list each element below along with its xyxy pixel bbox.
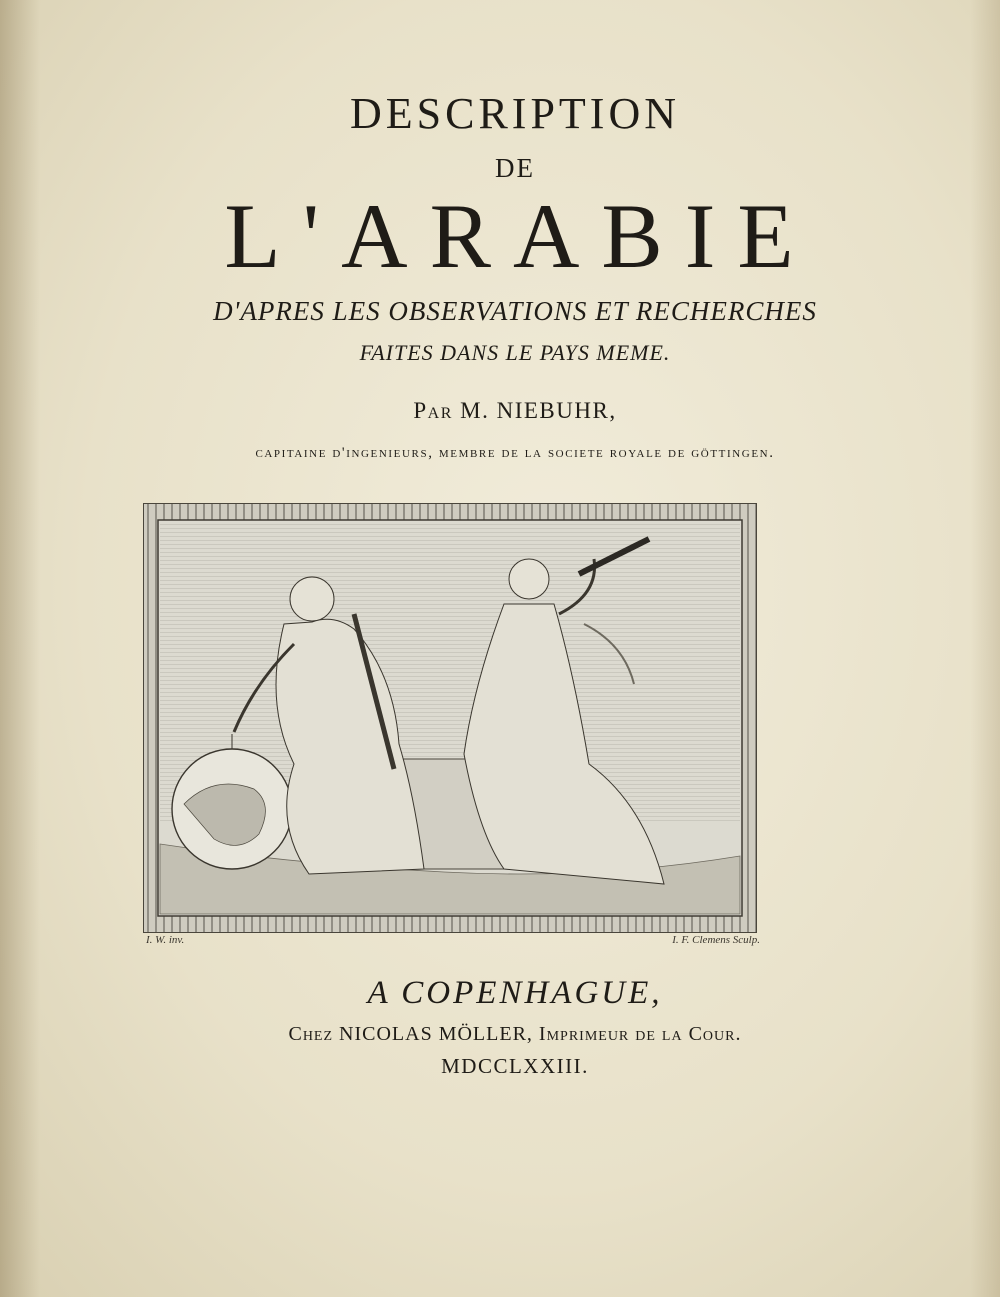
subtitle-line-1: D'APRES LES OBSERVATIONS ET RECHERCHES <box>213 296 817 326</box>
imprint-city: A COPENHAGUE, <box>367 975 663 1011</box>
imprint-year: MDCCLXXIII. <box>441 1054 589 1078</box>
engraving-caption-engraver: I. F. Clemens Sculp. <box>672 934 760 946</box>
author-credentials: capitaine d'ingenieurs, membre de la societe royale de göttingen. <box>255 445 775 461</box>
imprint-printer: Chez NICOLAS MÖLLER, Imprimeur de la Cour. <box>288 1023 742 1045</box>
title-line-description: DESCRIPTION <box>349 89 681 138</box>
subtitle-line-2: FAITES DANS LE PAYS MEME. <box>359 340 671 365</box>
title-line-de: DE <box>495 153 535 183</box>
engraving-caption-inventor: I. W. inv. <box>146 934 185 946</box>
engraving-illustration <box>144 504 756 932</box>
title-line-arabie: L'ARABIE <box>224 185 816 287</box>
engraving-plate <box>143 503 757 933</box>
author-byline: Par M. NIEBUHR, <box>413 398 617 423</box>
